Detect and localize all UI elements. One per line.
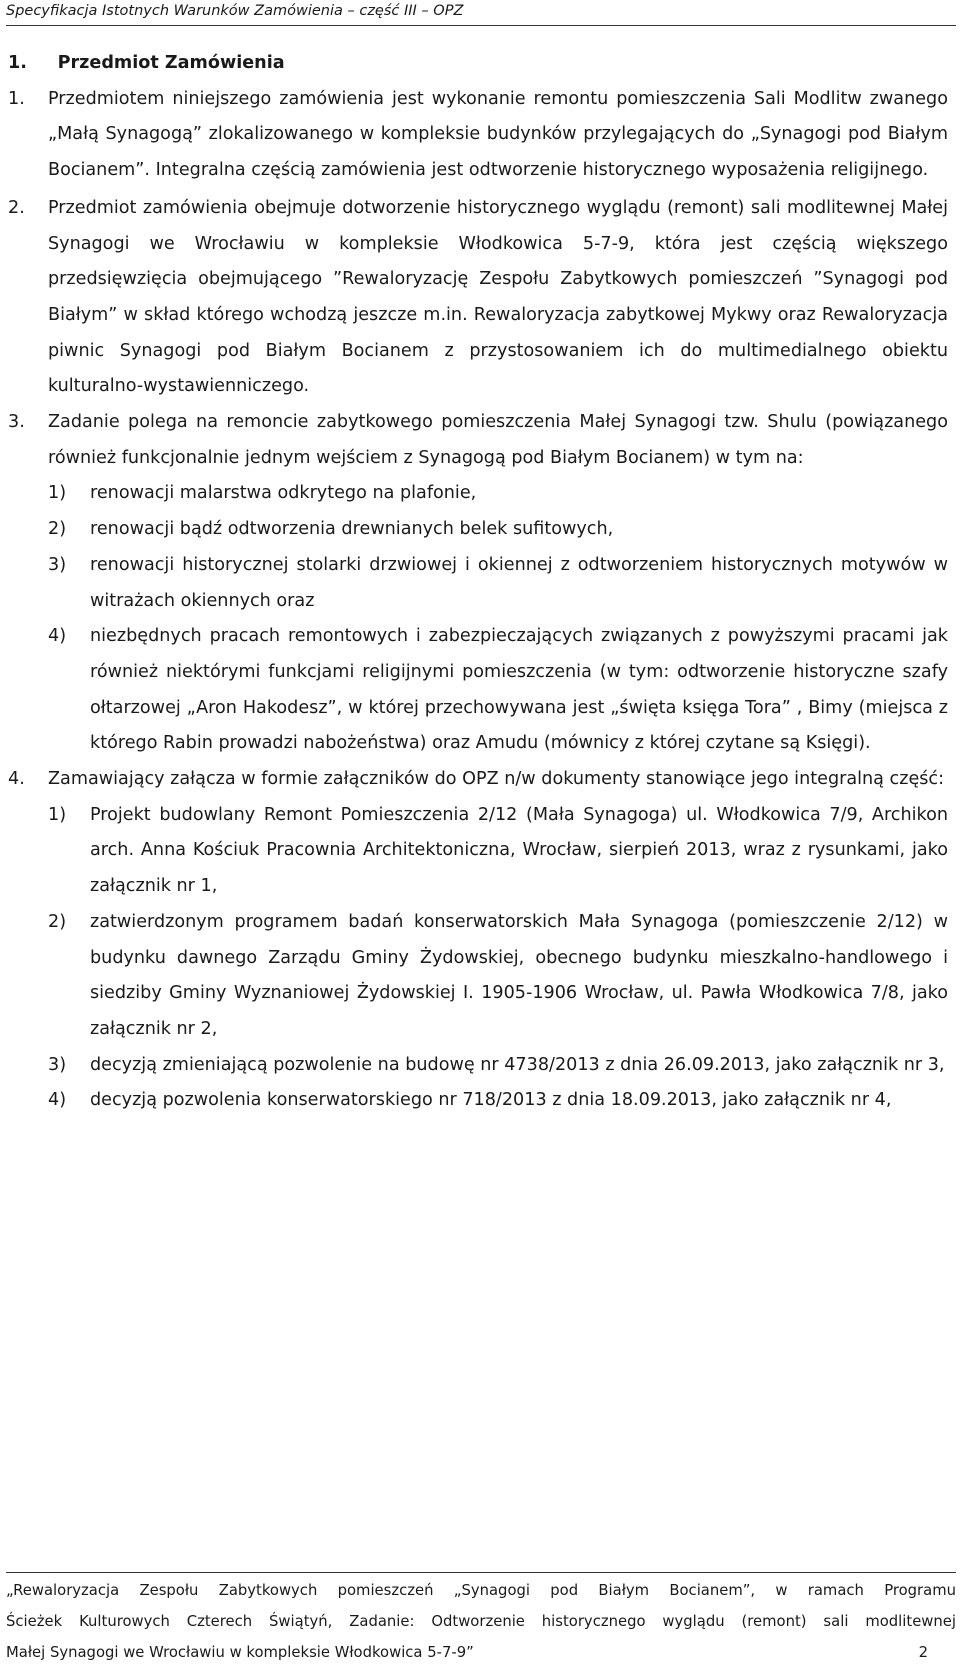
footer-line: „Rewaloryzacja Zespołu Zabytkowych pomieszczeń „Synagogi pod Białym Bocianem”, w ramach Programu: [6, 1582, 956, 1599]
section-heading: [8, 46, 948, 82]
page-header: [6, 0, 956, 26]
footer-line: Małej Synagogi we Wrocławiu w kompleksie Włodkowica 5-7-9”: [6, 1644, 474, 1661]
list-item: [8, 548, 948, 619]
footer-last-line: [6, 1637, 956, 1668]
footer-line: Ścieżek Kulturowych Czterech Świątyń, Zadanie: Odtworzenie historycznego wyglądu (remont) sali modlitewnej: [6, 1613, 956, 1630]
paragraph-number: 2.: [8, 197, 25, 218]
paragraph-text: Przedmiotem niniejszego zamówienia jest wykonanie remontu pomieszczenia Sali Modlitw zwanego „Małą Synagogą” zlokalizowanego w kompleksie budynków przylegających do „Synagogi pod Białym Bocianem”. Integralna częścią zamówienia jest odtworzenie historycznego wyposażenia religijnego.: [48, 88, 948, 181]
list-item: [8, 476, 948, 512]
list-item-number: 4): [48, 1090, 67, 1111]
list-item-text: renowacji bądź odtworzenia drewnianych belek sufitowych,: [90, 519, 614, 540]
page-footer: [6, 1572, 956, 1668]
list-item: [8, 905, 948, 1048]
list-item-number: 4): [48, 626, 67, 647]
section-title: Przedmiot Zamówienia: [57, 53, 285, 73]
paragraph-number: 4.: [8, 769, 25, 790]
paragraph-4: [8, 762, 948, 798]
paragraph-number: 1.: [8, 88, 25, 109]
list-item: [8, 1048, 948, 1084]
header-title: Specyfikacja Istotnych Warunków Zamówienia – część III – OPZ: [6, 3, 464, 19]
list-item: [8, 1083, 948, 1119]
page-number: 2: [918, 1644, 928, 1661]
list-item: [8, 798, 948, 905]
paragraph-number: 3.: [8, 412, 25, 433]
list-item-text: renowacji historycznej stolarki drzwiowej i okiennej z odtworzeniem historycznych motywów w witrażach okiennych oraz: [90, 554, 948, 611]
list-item: [8, 619, 948, 762]
list-item-number: 2): [48, 911, 67, 932]
document-body: [8, 46, 948, 1119]
paragraph-1: [8, 82, 948, 189]
paragraph-2: [8, 191, 948, 405]
list-item-text: renowacji malarstwa odkrytego na plafonie,: [90, 483, 477, 504]
list-item-number: 2): [48, 519, 67, 540]
paragraph-text: Zamawiający załącza w formie załączników do OPZ n/w dokumenty stanowiące jego integralną część:: [48, 769, 945, 790]
list-item-number: 3): [48, 1054, 67, 1075]
list-item-text: decyzją zmieniającą pozwolenie na budowę nr 4738/2013 z dnia 26.09.2013, jako załącznik nr 3,: [90, 1054, 945, 1075]
list-item-number: 3): [48, 554, 67, 575]
paragraph-3: [8, 405, 948, 476]
list-item-number: 1): [48, 483, 67, 504]
paragraph-text: Przedmiot zamówienia obejmuje dotworzenie historycznego wyglądu (remont) sali modlitewnej Małej Synagogi we Wrocławiu w kompleksie Włodkowica 5-7-9, która jest częścią większego przedsięwzięcia obejmującego ”Rewaloryzację Zespołu Zabytkowych pomieszczeń ”Synagogi pod Białym” w skład którego wchodzą jeszcze m.in. Rewaloryzacja zabytkowej Mykwy oraz Rewaloryzacja piwnic Synagogi pod Białym Bocianem z przystosowaniem ich do multimedialnego obiektu kulturalno-wystawienniczego.: [48, 197, 948, 397]
list-item-text: decyzją pozwolenia konserwatorskiego nr 718/2013 z dnia 18.09.2013, jako załącznik nr 4,: [90, 1090, 892, 1111]
list-item-text: Projekt budowlany Remont Pomieszczenia 2/12 (Mała Synagoga) ul. Włodkowica 7/9, Archikon arch. Anna Kościuk Pracownia Architektoniczna, Wrocław, sierpień 2013, wraz z rysunkami, jako załącznik nr 1,: [90, 804, 948, 897]
list-item-text: niezbędnych pracach remontowych i zabezpieczających związanych z powyższymi pracami jak również niektórymi funkcjami religijnymi pomieszczenia (w tym: odtworzenie historyczne szafy ołtarzowej „Aron Hakodesz”, w której przechowywana jest „święta księga Tora” , Bimy (miejsca z którego Rabin prowadzi nabożeństwa) oraz Amudu (mównicy z której czytane są Księgi).: [90, 626, 948, 754]
list-item: [8, 512, 948, 548]
paragraph-text: Zadanie polega na remoncie zabytkowego pomieszczenia Małej Synagogi tzw. Shulu (powiązanego również funkcjonalnie jednym wejściem z Synagogą pod Białym Bocianem) w tym na:: [48, 412, 948, 468]
list-item-text: zatwierdzonym programem badań konserwatorskich Mała Synagoga (pomieszczenie 2/12) w budynku dawnego Zarządu Gminy Żydowskiej, obecnego budynku mieszkalno-handlowego i siedziby Gminy Wyznaniowej Żydowskiej I. 1905-1906 Wrocław, ul. Pawła Włodkowica 7/8, jako załącznik nr 2,: [90, 911, 948, 1039]
section-number: 1.: [8, 53, 27, 73]
list-item-number: 1): [48, 804, 67, 825]
